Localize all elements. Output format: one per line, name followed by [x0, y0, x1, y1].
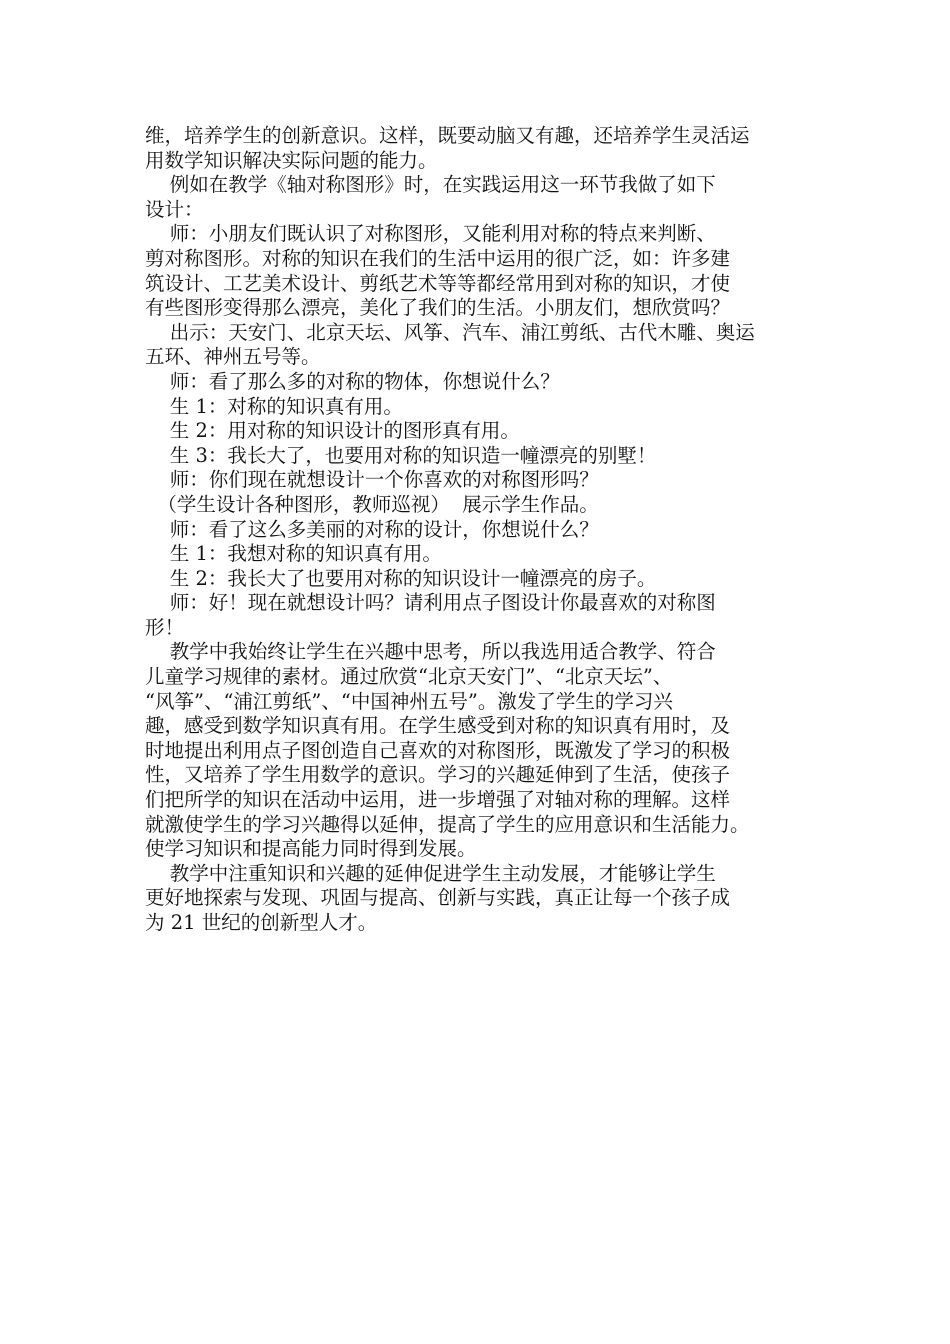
text-line: 教学中我始终让学生在兴趣中思考，所以我选用适合教学、符合 — [145, 640, 716, 664]
text-line: 有些图形变得那么漂亮，美化了我们的生活。小朋友们，想欣赏吗？ — [145, 296, 731, 320]
document-body — [145, 124, 825, 936]
text-line: 生 3：我长大了，也要用对称的知识造一幢漂亮的别墅！ — [145, 443, 657, 467]
text-line: 师：你们现在就想设计一个你喜欢的对称图形吗？ — [145, 468, 599, 492]
text-line: 用数学知识解决实际问题的能力。 — [145, 148, 438, 172]
text-line: “风筝”、“浦江剪纸”、“中国神州五号”。激发了学生的学习兴 — [145, 689, 673, 713]
text-line: （学生设计各种图形，教师巡视） 展示学生作品。 — [145, 492, 599, 516]
text-line: 剪对称图形。对称的知识在我们的生活中运用的很广泛，如：许多建 — [145, 246, 731, 270]
text-line: 形！ — [145, 615, 185, 639]
text-line: 为 21 世纪的创新型人才。 — [145, 911, 378, 934]
text-line: 出示：天安门、北京天坛、风筝、汽车、浦江剪纸、古代木雕、奥运 — [145, 320, 755, 344]
text-line: 例如在教学《轴对称图形》时，在实践运用这一环节我做了如下 — [145, 173, 716, 197]
text-line: 时地提出利用点子图创造自己喜欢的对称图形，既激发了学习的积极 — [145, 738, 731, 762]
text-line: 生 2：用对称的知识设计的图形真有用。 — [145, 419, 520, 443]
text-line: 师：看了这么多美丽的对称的设计，你想说什么？ — [145, 517, 599, 541]
text-line: 们把所学的知识在活动中运用，进一步增强了对轴对称的理解。这样 — [145, 788, 731, 812]
text-line: 儿童学习规律的素材。通过欣赏“北京天安门”、“北京天坛”、 — [145, 665, 673, 689]
text-line: 生 1：我想对称的知识真有用。 — [145, 542, 442, 566]
text-line: 五环、神州五号等。 — [145, 345, 321, 369]
text-line: 就激使学生的学习兴趣得以延伸，提高了学生的应用意识和生活能力。 — [145, 812, 750, 836]
text-line: 筑设计、工艺美术设计、剪纸艺术等等都经常用到对称的知识，才使 — [145, 271, 731, 295]
text-line: 设计： — [145, 197, 204, 221]
text-line: 师：小朋友们既认识了对称图形，又能利用对称的特点来判断、 — [145, 222, 716, 246]
text-line: 生 1：对称的知识真有用。 — [145, 394, 403, 418]
text-line: 师：好！现在就想设计吗？请利用点子图设计你最喜欢的对称图 — [145, 591, 716, 615]
text-line: 更好地探索与发现、巩固与提高、创新与实践，真正让每一个孩子成 — [145, 886, 731, 910]
text-line: 生 2：我长大了也要用对称的知识设计一幢漂亮的房子。 — [145, 566, 657, 590]
text-line: 维，培养学生的创新意识。这样，既要动脑又有趣，还培养学生灵活运 — [145, 124, 750, 147]
text-line: 师：看了那么多的对称的物体，你想说什么？ — [145, 369, 560, 393]
text-line: 使学习知识和提高能力同时得到发展。 — [145, 837, 477, 861]
text-line: 教学中注重知识和兴趣的延伸促进学生主动发展，才能够让学生 — [145, 861, 716, 885]
text-line: 趣，感受到数学知识真有用。在学生感受到对称的知识真有用时，及 — [145, 714, 731, 738]
text-line: 性，又培养了学生用数学的意识。学习的兴趣延伸到了生活，使孩子 — [145, 763, 731, 787]
